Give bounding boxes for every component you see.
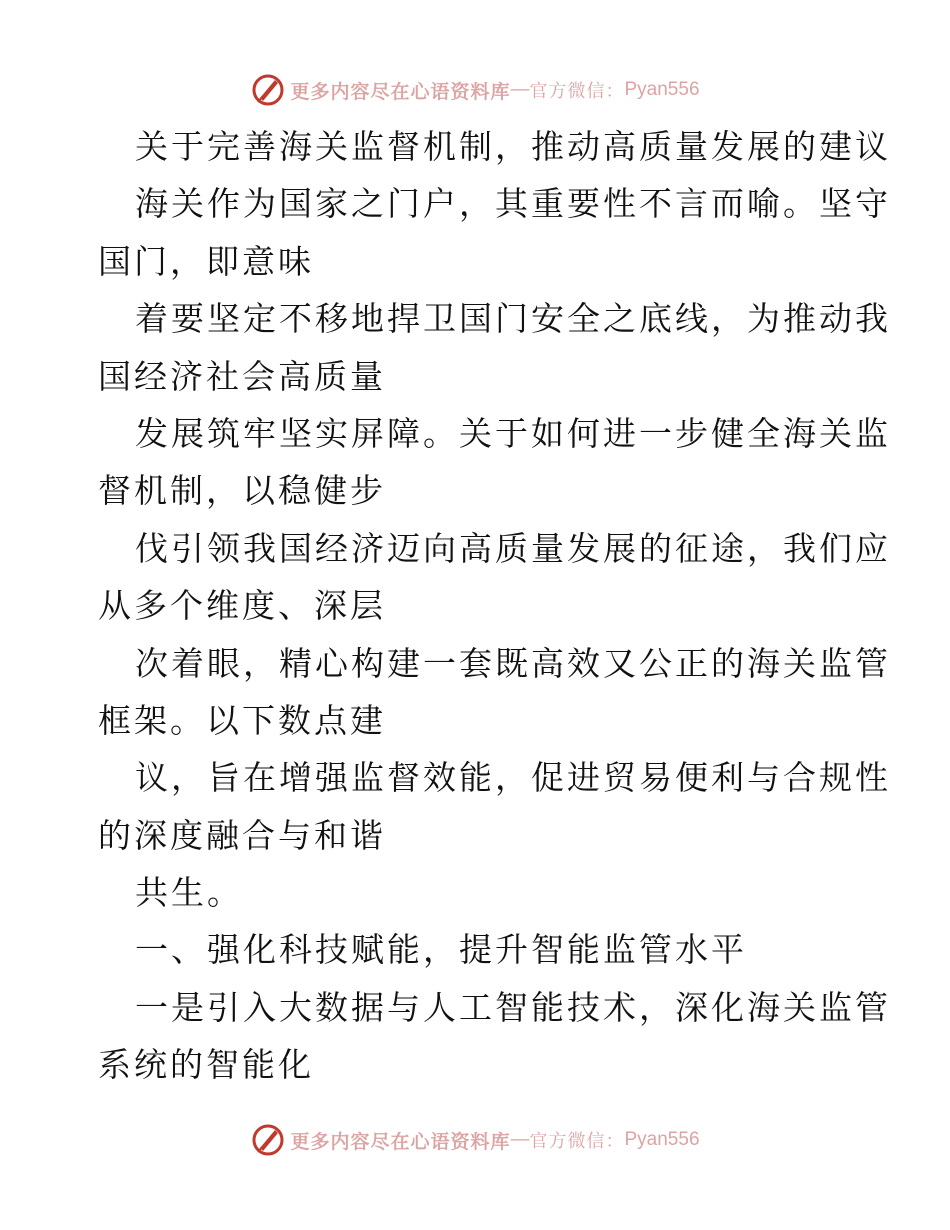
watermark-text: 更多内容尽在心语资料库 [290, 80, 511, 103]
text-line: 议，旨在增强监督效能，促进贸易便利与合规性 [135, 758, 891, 798]
section-heading: 一、强化科技赋能，提升智能监管水平 [135, 930, 747, 970]
text-line: 从多个维度、深层 [98, 586, 386, 626]
text-line: 伐引领我国经济迈向高质量发展的征途，我们应 [135, 528, 891, 568]
text-line: 督机制，以稳健步 [98, 471, 386, 511]
watermark-text: 更多内容尽在心语资料库 [290, 1130, 511, 1153]
text-line: 发展筑牢坚实屏障。关于如何进一步健全海关监 [135, 413, 891, 453]
document-body [98, 118, 891, 1094]
text-line: 框架。以下数点建 [98, 700, 386, 740]
watermark-id: Pyan556 [624, 1129, 700, 1150]
watermark-separator: — [510, 79, 530, 100]
text-line: 国经济社会高质量 [98, 356, 386, 396]
text-line: 着要坚定不移地捍卫国门安全之底线，为推动我 [135, 299, 891, 339]
text-line: 国门，即意味 [98, 241, 314, 281]
text-line: 次着眼，精心构建一套既高效又公正的海关监管 [135, 643, 891, 683]
watermark-id: Pyan556 [624, 79, 700, 100]
text-line: 的深度融合与和谐 [98, 815, 386, 855]
header-watermark [0, 70, 950, 110]
text-line: 海关作为国家之门户，其重要性不言而喻。坚守 [135, 184, 891, 224]
watermark-separator: — [510, 1129, 530, 1150]
watermark-official: 官方微信： [529, 81, 625, 102]
text-line: 一是引入大数据与人工智能技术，深化海关监管 [135, 987, 891, 1027]
quill-logo-icon [250, 72, 286, 108]
text-line: 共生。 [135, 873, 243, 913]
watermark-official: 官方微信： [529, 1131, 625, 1152]
footer-watermark [0, 1120, 950, 1160]
text-line: 关于完善海关监督机制，推动高质量发展的建议 [135, 127, 891, 166]
text-line: 系统的智能化 [98, 1045, 314, 1085]
quill-logo-icon [250, 1122, 286, 1158]
